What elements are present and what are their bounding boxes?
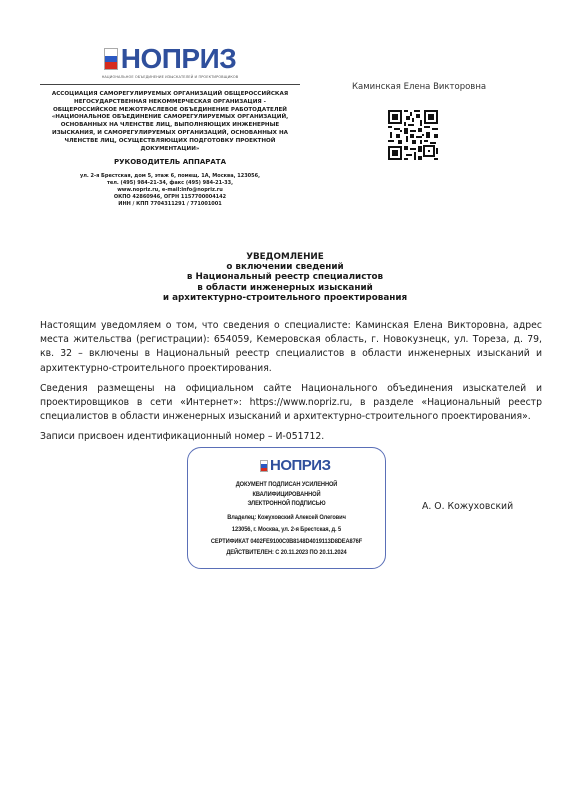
notice-body [40,319,542,451]
title-line: в Национальный реестр специалистов [186,272,384,283]
stamp-title: ДОКУМЕНТ ПОДПИСАН УСИЛЕННОЙ КВАЛИФИЦИРОВАННОЙ [235,481,338,498]
stamp-details [198,480,375,558]
contact-inn: ИНН / КПП 7704311291 / 771001001 [118,201,222,207]
recipient-name: Каминская Елена Викторовна [352,82,487,92]
contact-address: ул. 2-я Брестская, дом 5, этаж 6, помещ. 1А, Москва, 123056, [79,173,261,180]
stamp-certificate: СЕРТИФИКАТ 0402FE9100C0B8148D4019113D8DEA876F [210,537,363,545]
title-line: и архитектурно-строительного проектирования [162,292,408,303]
contact-okpo: ОКПО 42860946, ОГРН 1157700004142 [113,194,227,201]
stamp-owner: Владелец: Кожуховский Алексей Олегович [227,513,346,521]
stamp-validity: ДЕЙСТВИТЕЛЕН: С 20.11.2023 ПО 20.11.2024 [226,548,347,556]
logo-brand: НОПРИЗ [120,43,237,74]
title-line: УВЕДОМЛЕНИЕ [246,252,324,262]
letterhead [40,38,300,208]
stamp-title: ЭЛЕКТРОННОЙ ПОДПИСЬЮ [247,500,326,507]
paragraph-notice: Настоящим уведомляем о том, что сведения о специалисте: Каминская Елена Викторовна, адрес места жительства (регистрации): 654059, Кемеровская область, г. Новокузнецк, ул. Тореза, д. 79, кв. 32 – включены в Национальный реестр специалистов в области инженерных изысканий и архитектурно-строительного проектирования. [40,320,542,374]
russian-flag-icon [260,460,268,472]
association-name: АССОЦИАЦИЯ САМОРЕГУЛИРУЕМЫХ ОРГАНИЗАЦИЙ ОБЩЕРОССИЙСКАЯ НЕГОСУДАРСТВЕННАЯ НЕКОММЕРЧЕСКАЯ ОРГАНИЗАЦИЯ - ОБЩЕРОССИЙСКОЕ МЕЖОТРАСЛЕВОЕ ОБЪЕДИНЕНИЕ РАБОТОДАТЕЛЕЙ «НАЦИОНАЛЬНОЕ ОБЪЕДИНЕНИЕ САМОРЕГУЛИРУЕМЫХ ОРГАНИЗАЦИЙ, ОСНОВАННЫХ НА ЧЛЕНСТВЕ ЛИЦ, ВЫПОЛНЯЮЩИХ ИНЖЕНЕРНЫЕ ИЗЫСКАНИЯ, И САМОРЕГУЛИРУЕМЫХ ОРГАНИЗАЦИЙ, ОСНОВАННЫХ НА ЧЛЕНСТВЕ ЛИЦ, ОСУЩЕСТВЛЯЮЩИХ ПОДГОТОВКУ ПРОЕКТНОЙ ДОКУМЕНТАЦИИ» [51,91,289,152]
paragraph-publication: Сведения размещены на официальном сайте Национального объединения изыскателей и проектировщиков в сети «Интернет»: https://www.nopriz.ru, в разделе «Национальный реестр специалистов в области инженерных изысканий и архитектурно-строительного проектирования». [40,382,542,423]
signature-stamp [187,447,386,569]
stamp-address: 123056, г. Москва, ул. 2-я Брестская, д. 5 [231,525,342,533]
russian-flag-icon [104,48,118,70]
contact-phone: тел. (495) 984-21-34, факс (495) 984-21-33, [106,180,234,187]
notice-title [0,252,570,303]
chief-title: РУКОВОДИТЕЛЬ АППАРАТА [113,158,226,167]
title-line: в области инженерных изысканий [197,282,373,293]
qr-code-icon [388,110,438,160]
header-divider [40,84,300,85]
stamp-brand: НОПРИЗ [270,457,331,474]
contacts-block [40,173,300,208]
logo-tagline: НАЦИОНАЛЬНОЕ ОБЪЕДИНЕНИЕ ИЗЫСКАТЕЛЕЙ И ПРОЕКТИРОВЩИКОВ [101,75,239,79]
nopriz-logo [40,38,300,74]
signer-name: А. О. Кожуховский [422,501,514,512]
stamp-logo [260,456,375,474]
contact-web: www.nopriz.ru, e-mail:info@nopriz.ru [117,187,223,194]
title-line: о включении сведений [226,262,344,273]
paragraph-id-number: Записи присвоен идентификационный номер – И-051712. [40,431,325,443]
